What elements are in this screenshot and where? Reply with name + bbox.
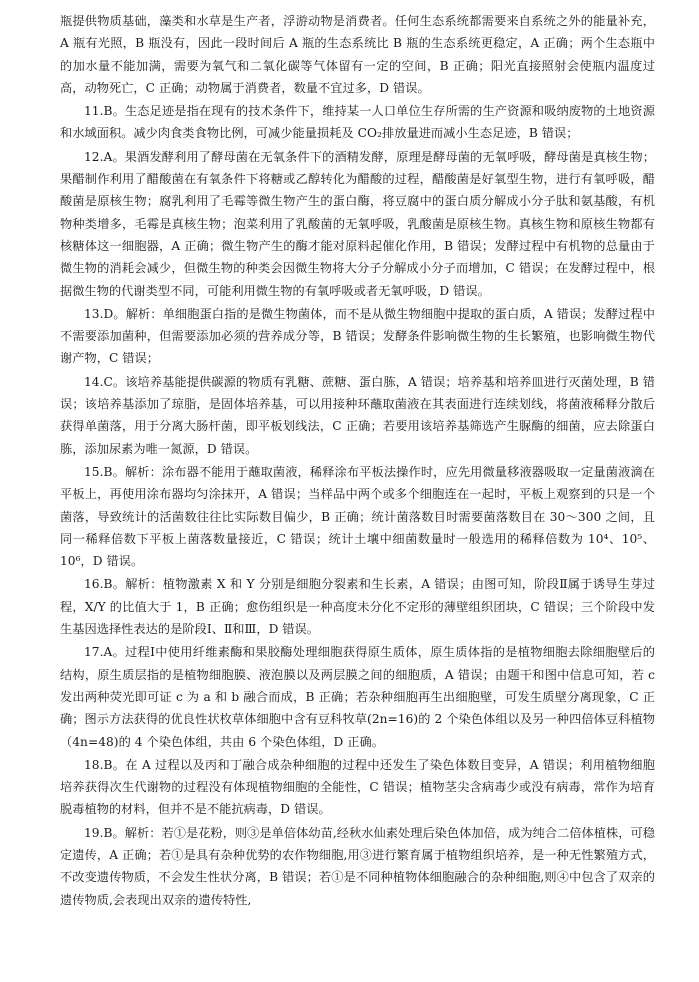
- paragraph-answer-18: 18.B。在 A 过程以及丙和丁融合成杂种细胞的过程中还发生了染色体数目变异，A 错误；利用植物细胞培养获得次生代谢物的过程没有体现植物细胞的全能性，C 错误；植物茎尖含病毒少或没有病毒，常作为培育脱毒植物的材料，但并不是不能抗病毒，D 错误。: [60, 757, 655, 817]
- paragraph-answer-19: 19.B。解析：若①是花粉，则③是单倍体幼苗,经秋水仙素处理后染色体加倍，成为纯合二倍体植株，可稳定遗传，A 正确；若①是具有杂种优势的农作物细胞,用③进行繁育属于植物组织培养，是一种无性繁殖方式，不改变遗传物质，不会发生性状分离，B 错误；若①是不同种植物体细胞融合的杂种细胞,则④中包含了双亲的遗传物质,会表现出双亲的遗传特性,: [60, 825, 655, 907]
- paragraph-answer-14: 14.C。该培养基能提供碳源的物质有乳糖、蔗糖、蛋白胨，A 错误；培养基和培养皿进行灭菌处理，B 错误；该培养基添加了琼脂，是固体培养基，可以用接种环蘸取菌液在其表面进行连续划线，将菌液稀释分散后获得单菌落，用于分离大肠杆菌，即平板划线法，C 正确；若要用该培养基筛选产生脲酶的细菌，应去除蛋白胨，添加尿素为唯一氮源，D 错误。: [60, 374, 655, 456]
- paragraph-ecosystem-bottle: 瓶提供物质基础，藻类和水草是生产者，浮游动物是消费者。任何生态系统都需要来自系统之外的能量补充，A 瓶有光照，B 瓶没有，因此一段时间后 A 瓶的生态系统比 B 瓶的生态系统更稳定，A 正确；两个生态瓶中的加水量不能加满，需要为氧气和二氧化碳等气体留有一定的空间，B 正确；阳光直接照射会使瓶内温度过高，动物死亡，C 正确；动物属于消费者，数量不宜过多，D 错误。: [60, 14, 655, 95]
- paragraph-answer-11: 11.B。生态足迹是指在现有的技术条件下，维持某一人口单位生存所需的生产资源和吸纳废物的土地资源和水域面积。减少肉食类食物比例，可减少能量损耗及 CO₂排放量进而减小生态足迹，B 错误；: [60, 104, 655, 141]
- paragraph-answer-16: 16.B。解析：植物激素 X 和 Y 分别是细胞分裂素和生长素，A 错误；由图可知，阶段Ⅱ属于诱导生芽过程，X/Y 的比值大于 1，B 正确；愈伤组织是一种高度未分化不定形的薄壁组织团块，C 错误；三个阶段中发生基因选择性表达的是阶段Ⅰ、Ⅱ和Ⅲ，D 错误。: [60, 577, 655, 637]
- paragraph-answer-17: 17.A。过程Ⅰ中使用纤维素酶和果胶酶处理细胞获得原生质体，原生质体指的是植物细胞去除细胞壁后的结构，原生质层指的是植物细胞膜、液泡膜以及两层膜之间的细胞质，A 错误；由题干和图中信息可知，若 c 发出两种荧光即可证 c 为 a 和 b 融合而成，B 正确；若杂种细胞再生出细胞壁，可发生质壁分离现象，C 正确；图示方法获得的优良性状枚草体细胞中含有豆科牧草(2n=16)的 2 个染色体组以及另一种四倍体豆科植物（4n=48)的 4 个染色体组，共由 6 个染色体组，D 正确。: [60, 645, 659, 749]
- paragraph-answer-13: 13.D。解析：单细胞蛋白指的是微生物菌体，而不是从微生物细胞中提取的蛋白质，A 错误；发酵过程中不需要添加菌种，但需要添加必须的营养成分等，B 错误；发酵条件影响微生物的生长繁殖，也影响微生物代谢产物，C 错误；: [60, 306, 655, 366]
- paragraph-answer-15: 15.B。解析：涂布器不能用于蘸取菌液，稀释涂布平板法操作时，应先用微量移液器吸取一定量菌液滴在平板上，再使用涂布器均匀涂抹开，A 错误；当样品中两个或多个细胞连在一起时，平板上观察到的只是一个菌落，导致统计的活菌数往往比实际数目偏少，B 正确；统计菌落数目时需要菌落数目在 30～300 之间，且同一稀释倍数下平板上菌落数量接近，C 错误；统计土壤中细菌数量时一般选用的稀释倍数为 10⁴、10⁵、10⁶，D 错误。: [60, 464, 655, 569]
- paragraph-answer-12: 12.A。果酒发酵利用了酵母菌在无氧条件下的酒精发酵，原理是酵母菌的无氧呼吸，酵母菌是真核生物；果醋制作利用了醋酸菌在有氧条件下将糖或乙醇转化为醋酸的过程，醋酸菌是好氧型生物，进行有氧呼吸，醋酸菌是原核生物；腐乳利用了毛霉等微生物产生的蛋白酶，将豆腐中的蛋白质分解成小分子肽和氨基酸，有机物种类增多，毛霉是真核生物；泡菜利用了乳酸菌的无氧呼吸，乳酸菌是原核生物。真核生物和原核生物都有核糖体这一细胞器，A 正确；微生物产生的酶才能对原料起催化作用，B 错误；发酵过程中有机物的总量由于微生物的消耗会减少，但微生物的种类会因微生物将大分子分解成小分子而增加，C 错误；在发酵过程中，根据微生物的代谢类型不同，可能利用微生物的有氧呼吸或者无氧呼吸，D 错误。: [60, 149, 655, 298]
